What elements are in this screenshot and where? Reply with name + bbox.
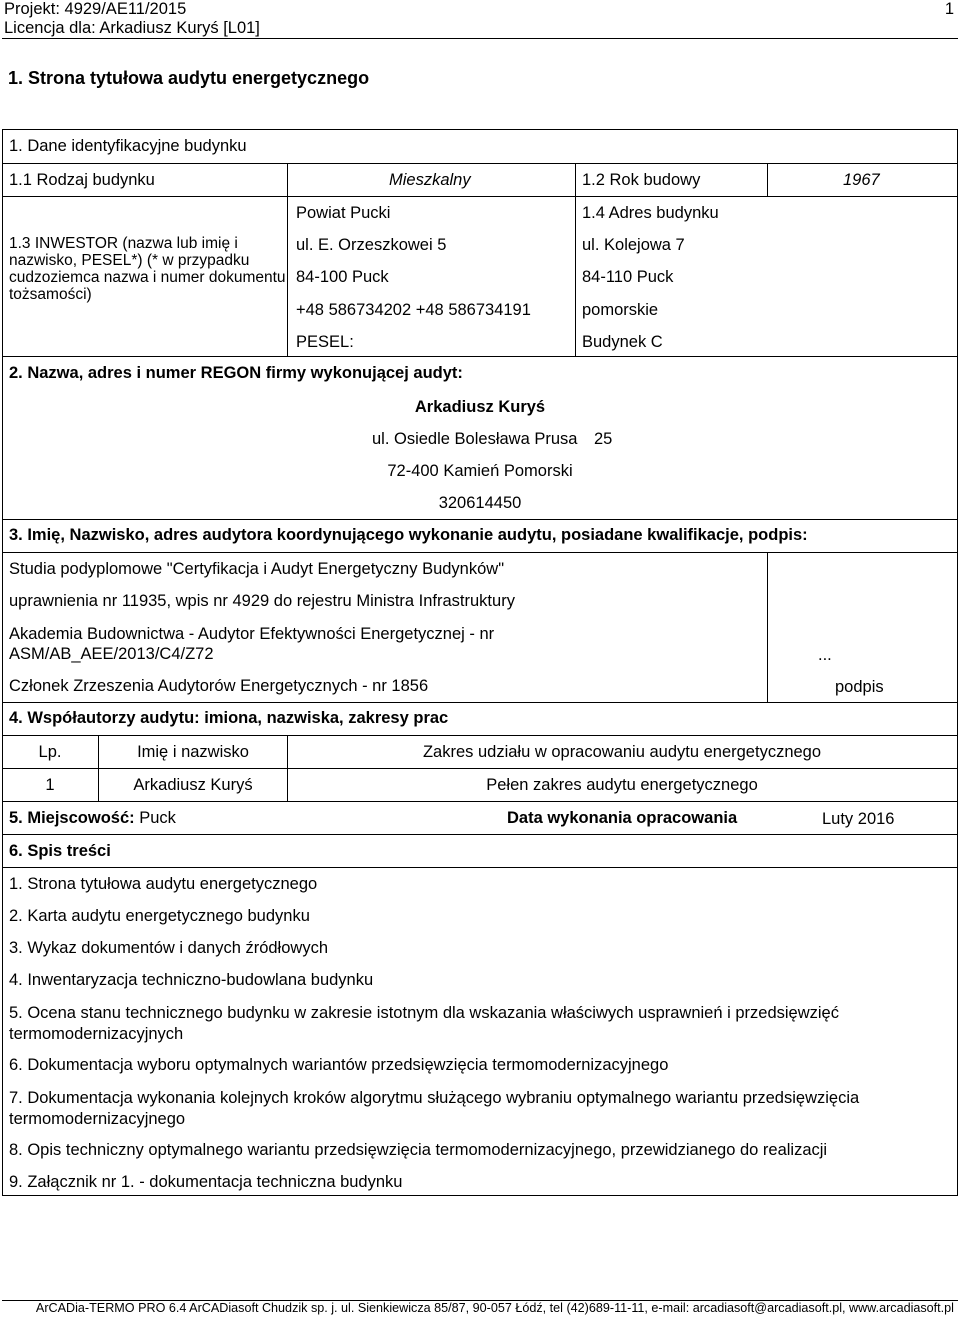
address-line: pomorskie bbox=[582, 301, 659, 319]
rule bbox=[2, 163, 958, 164]
place-label: 5. Miejscowość: bbox=[9, 809, 135, 827]
table-cell: Arkadiusz Kuryś bbox=[133, 776, 253, 794]
cell-divider bbox=[575, 163, 576, 196]
header-rule bbox=[2, 38, 958, 39]
project-number: Projekt: 4929/AE11/2015 bbox=[4, 0, 187, 18]
coauthors-col-lp: Lp. bbox=[38, 743, 62, 761]
section6-heading: 6. Spis treści bbox=[9, 842, 111, 860]
section4-heading: 4. Współautorzy audytu: imiona, nazwiska, zakresy prac bbox=[9, 709, 449, 727]
toc-item: 5. Ocena stanu technicznego budynku w zakresie istotnym dla wskazania właściwych usprawnień i przedsięwzięć termomodernizacyjnych bbox=[9, 1004, 839, 1043]
section1-heading: 1. Dane identyfikacyjne budynku bbox=[9, 137, 247, 155]
qualification-line: Członek Zrzeszenia Audytorów Energetycznych - nr 1856 bbox=[9, 677, 429, 695]
table-cell: Pełen zakres audytu energetycznego bbox=[486, 776, 758, 794]
auditor-firm-regon: 320614450 bbox=[438, 494, 522, 512]
cell-divider bbox=[767, 163, 768, 196]
place-value: Puck bbox=[139, 809, 176, 827]
building-type-value: Mieszkalny bbox=[389, 171, 471, 189]
section3-heading: 3. Imię, Nazwisko, adres audytora koordynującego wykonanie audytu, posiadane kwalifikacje, podpis: bbox=[9, 526, 808, 544]
place-row bbox=[9, 809, 176, 828]
rule bbox=[2, 552, 958, 553]
cell-divider bbox=[575, 196, 576, 356]
toc-item: 6. Dokumentacja wyboru optymalnych wariantów przedsięwzięcia termomodernizacyjnego bbox=[9, 1056, 669, 1074]
investor-pesel: PESEL: bbox=[296, 333, 354, 351]
license-info: Licencja dla: Arkadiusz Kuryś [L01] bbox=[4, 19, 260, 37]
rule bbox=[2, 867, 958, 868]
section2-heading: 2. Nazwa, adres i numer REGON firmy wykonującej audyt: bbox=[9, 364, 463, 382]
build-year-value: 1967 bbox=[843, 171, 880, 189]
address-line: 84-110 Puck bbox=[582, 268, 674, 286]
auditor-firm-street: ul. Osiedle Bolesława Prusa bbox=[372, 430, 578, 448]
rule bbox=[2, 735, 958, 736]
signature-dots: ... bbox=[818, 646, 832, 664]
auditor-firm-name: Arkadiusz Kuryś bbox=[414, 398, 546, 416]
investor-line: Powiat Pucki bbox=[296, 204, 391, 222]
date-value: Luty 2016 bbox=[822, 810, 895, 828]
investor-line: 84-100 Puck bbox=[296, 268, 389, 286]
frame-left bbox=[2, 129, 3, 1195]
rule bbox=[2, 702, 958, 703]
coauthors-col-name: Imię i nazwisko bbox=[137, 743, 249, 761]
cell-divider bbox=[287, 196, 288, 356]
date-label: Data wykonania opracowania bbox=[507, 809, 738, 827]
table-cell: 1 bbox=[45, 776, 55, 794]
toc-item: 9. Załącznik nr 1. - dokumentacja techniczna budynku bbox=[9, 1173, 403, 1191]
rule bbox=[2, 801, 958, 802]
page-title: 1. Strona tytułowa audytu energetycznego bbox=[8, 68, 370, 88]
investor-line: ul. E. Orzeszkowei 5 bbox=[296, 236, 447, 254]
signature-divider bbox=[767, 552, 768, 702]
rule bbox=[2, 768, 958, 769]
auditor-firm-city: 72-400 Kamień Pomorski bbox=[387, 462, 573, 480]
frame-bottom bbox=[2, 1195, 958, 1196]
qualification-line: uprawnienia nr 11935, wpis nr 4929 do rejestru Ministra Infrastruktury bbox=[9, 592, 515, 610]
address-label: 1.4 Adres budynku bbox=[582, 204, 719, 222]
cell-divider bbox=[287, 163, 288, 196]
investor-line: +48 586734202 +48 586734191 bbox=[296, 301, 531, 319]
page-number: 1 bbox=[944, 0, 954, 18]
toc-item: 3. Wykaz dokumentów i danych źródłowych bbox=[9, 939, 328, 957]
rule bbox=[2, 834, 958, 835]
address-line: Budynek C bbox=[582, 333, 663, 351]
toc-item: 7. Dokumentacja wykonania kolejnych kroków algorytmu służącego wybraniu optymalnego wariantu przedsięwzięcia termomodernizacyjnego bbox=[9, 1089, 860, 1128]
auditor-firm-street-number: 25 bbox=[594, 430, 613, 448]
toc-item: 2. Karta audytu energetycznego budynku bbox=[9, 907, 310, 925]
toc-item: 1. Strona tytułowa audytu energetycznego bbox=[9, 875, 318, 893]
qualification-line: Akademia Budownictwa - Audytor Efektywności Energetycznej - nr ASM/AB_AEE/2013/C4/Z72 bbox=[9, 625, 495, 663]
rule bbox=[2, 519, 958, 520]
building-type-label: 1.1 Rodzaj budynku bbox=[9, 171, 155, 189]
frame-top bbox=[2, 129, 958, 130]
rule bbox=[2, 356, 958, 357]
footer-text: ArCADia-TERMO PRO 6.4 ArCADiasoft Chudzik sp. j. ul. Sienkiewicza 85/87, 90-057 Łódź, tel (42)689-11-11, e-mail: arcadiasoft@arcadiasoft.pl, www.arcadiasoft.pl bbox=[35, 1301, 954, 1315]
frame-right bbox=[957, 129, 958, 1195]
address-line: ul. Kolejowa 7 bbox=[582, 236, 685, 254]
rule bbox=[2, 196, 958, 197]
investor-label: 1.3 INWESTOR (nazwa lub imię i nazwisko, PESEL*) (* w przypadku cudzoziemca nazwa i numer dokumentu tożsamości) bbox=[9, 235, 286, 303]
signature-label: podpis bbox=[835, 678, 884, 696]
toc-item: 8. Opis techniczny optymalnego wariantu przedsięwzięcia termomodernizacyjnego, przewidzianego do realizacji bbox=[9, 1141, 828, 1159]
qualification-line: Studia podyplomowe "Certyfikacja i Audyt Energetyczny Budynków" bbox=[9, 560, 505, 578]
coauthors-col-scope: Zakres udziału w opracowaniu audytu energetycznego bbox=[422, 743, 822, 761]
build-year-label: 1.2 Rok budowy bbox=[582, 171, 701, 189]
toc-item: 4. Inwentaryzacja techniczno-budowlana budynku bbox=[9, 971, 374, 989]
